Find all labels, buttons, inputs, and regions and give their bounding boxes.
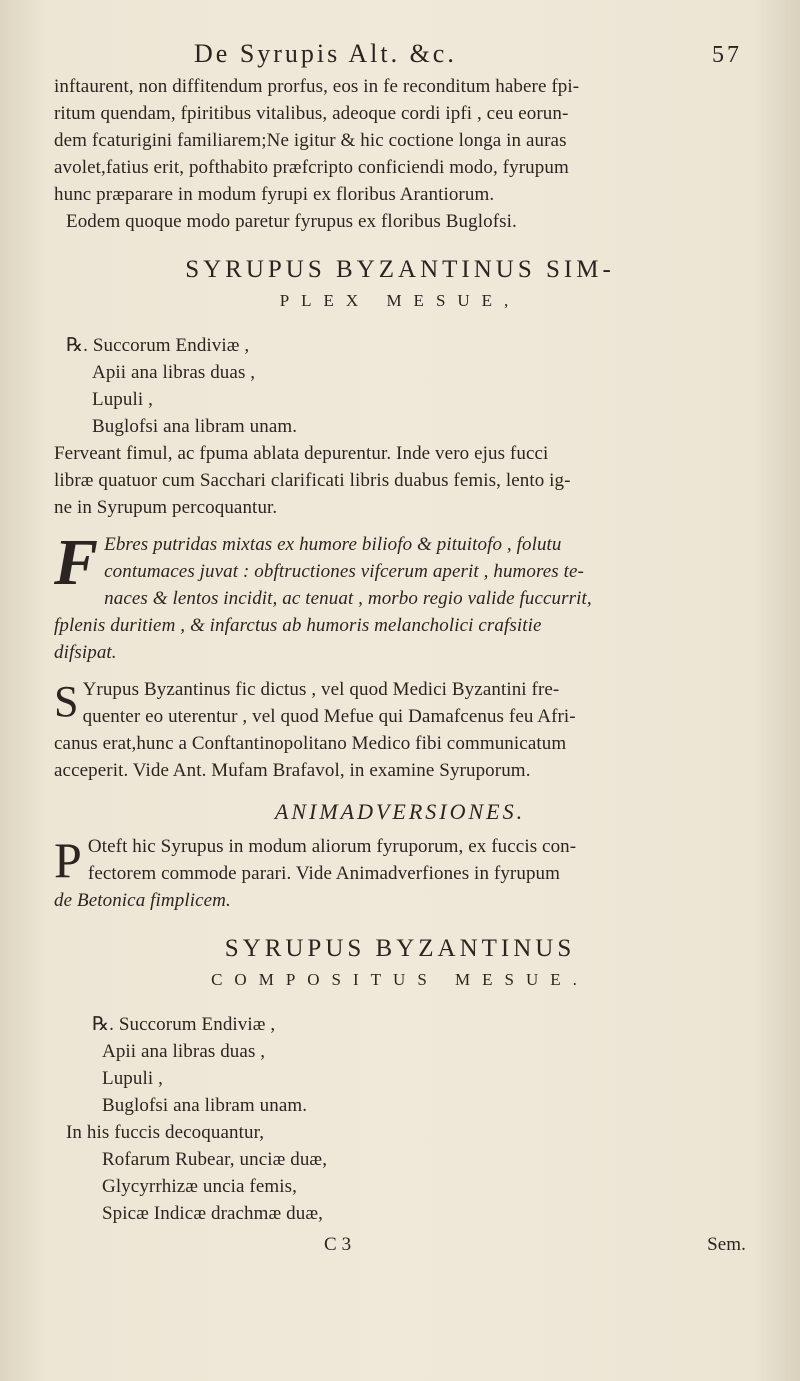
text-line: fectorem commode parari. Vide Animadverfiones in fyrupum (87, 863, 561, 884)
text-line: Eodem quoque modo paretur fyrupus ex floribus Buglofsi. (66, 211, 517, 232)
recipe-line: ℞. Succorum Endiviæ , (92, 1014, 276, 1035)
page-number: 57 (712, 42, 742, 68)
text-line: avolet,fatius erit, pofthabito præfcripto conficiendi modo, fyrupum (54, 157, 569, 178)
section-title: SYRUPUS BYZANTINUS SIM- (185, 256, 615, 283)
recipe-line: Spicæ Indicæ drachmæ duæ, (102, 1203, 323, 1224)
text-line: difsipat. (54, 642, 117, 663)
text-line: hunc præparare in modum fyrupi ex floribus Arantiorum. (54, 184, 495, 205)
text-line: Oteft hic Syrupus in modum aliorum fyruporum, ex fuccis con- (87, 836, 577, 857)
text-line: Yrupus Byzantinus fic dictus , vel quod Medici Byzantini fre- (82, 679, 560, 700)
virtues-paragraph (54, 526, 746, 666)
text-line: dem fcaturigini familiarem;Ne igitur & hic coctione longa in auras (54, 130, 567, 151)
intro-paragraph (54, 73, 746, 235)
animadversiones-heading: ANIMADVERSIONES. (274, 799, 526, 824)
section-title: SYRUPUS BYZANTINUS (224, 935, 576, 962)
recipe-line: Lupuli , (92, 389, 153, 410)
text-line: inftaurent, non diffitendum prorfus, eos in fe reconditum habere fpi- (54, 76, 580, 97)
text-line: contumaces juvat : obftructiones vifcerum aperit , humores te- (104, 561, 584, 582)
text-line: de Betonica fimplicem. (54, 890, 231, 911)
note-paragraph (54, 676, 746, 784)
text-line: libræ quatuor cum Sacchari clarificati libris duabus femis, lento ig- (54, 470, 571, 491)
text-line: quenter eo uterentur , vel quod Mefue qui Damafcenus feu Afri- (82, 706, 576, 727)
animadversiones-paragraph (54, 833, 746, 914)
recipe-list (54, 1011, 746, 1227)
header-title: De Syrupis Alt. &c. (194, 39, 457, 68)
running-header (54, 40, 746, 73)
recipe-line: Buglofsi ana libram unam. (102, 1095, 308, 1116)
page-footer (54, 1231, 746, 1258)
recipe-list (54, 332, 746, 440)
recipe-line: Apii ana libras duas , (92, 362, 256, 383)
text-line: Ebres putridas mixtas ex humore biliofo & pituitofo , folutu (104, 534, 562, 555)
recipe-line: ℞. Succorum Endiviæ , (66, 335, 250, 356)
drop-cap: F (54, 526, 99, 599)
recipe-line: Lupuli , (102, 1068, 163, 1089)
text-line: acceperit. Vide Ant. Mufam Brafavol, in examine Syruporum. (54, 760, 531, 781)
recipe-line: Apii ana libras duas , (102, 1041, 266, 1062)
catchword: Sem. (707, 1234, 746, 1255)
text-line: ne in Syrupum percoquantur. (54, 497, 278, 518)
drop-cap: P (54, 832, 82, 888)
section-subtitle: COMPOSITUS MESUE. (211, 970, 589, 989)
text-line: fplenis duritiem , & infarctus ab humoris melancholici crafsitie (54, 615, 542, 636)
recipe-line: Rofarum Rubear, unciæ duæ, (102, 1149, 328, 1170)
recipe-line: Glycyrrhizæ uncia femis, (102, 1176, 297, 1197)
text-line: Ferveant fimul, ac fpuma ablata depurentur. Inde vero ejus fucci (54, 443, 549, 464)
text-line: ritum quendam, fpiritibus vitalibus, adeoque cordi ipfi , ceu eorun- (54, 103, 569, 124)
drop-cap: S (54, 677, 79, 726)
recipe-line: In his fuccis decoquantur, (66, 1122, 265, 1143)
text-line: naces & lentos incidit, ac tenuat , morbo regio valide fuccurrit, (104, 588, 592, 609)
text-line: canus erat,hunc a Conftantinopolitano Medico fibi communicatum (54, 733, 567, 754)
method-paragraph (54, 440, 746, 521)
recipe-line: Buglofsi ana libram unam. (92, 416, 298, 437)
page-text (54, 40, 746, 1258)
signature-mark: C 3 (324, 1234, 352, 1255)
section-subtitle: PLEX MESUE, (279, 291, 521, 310)
